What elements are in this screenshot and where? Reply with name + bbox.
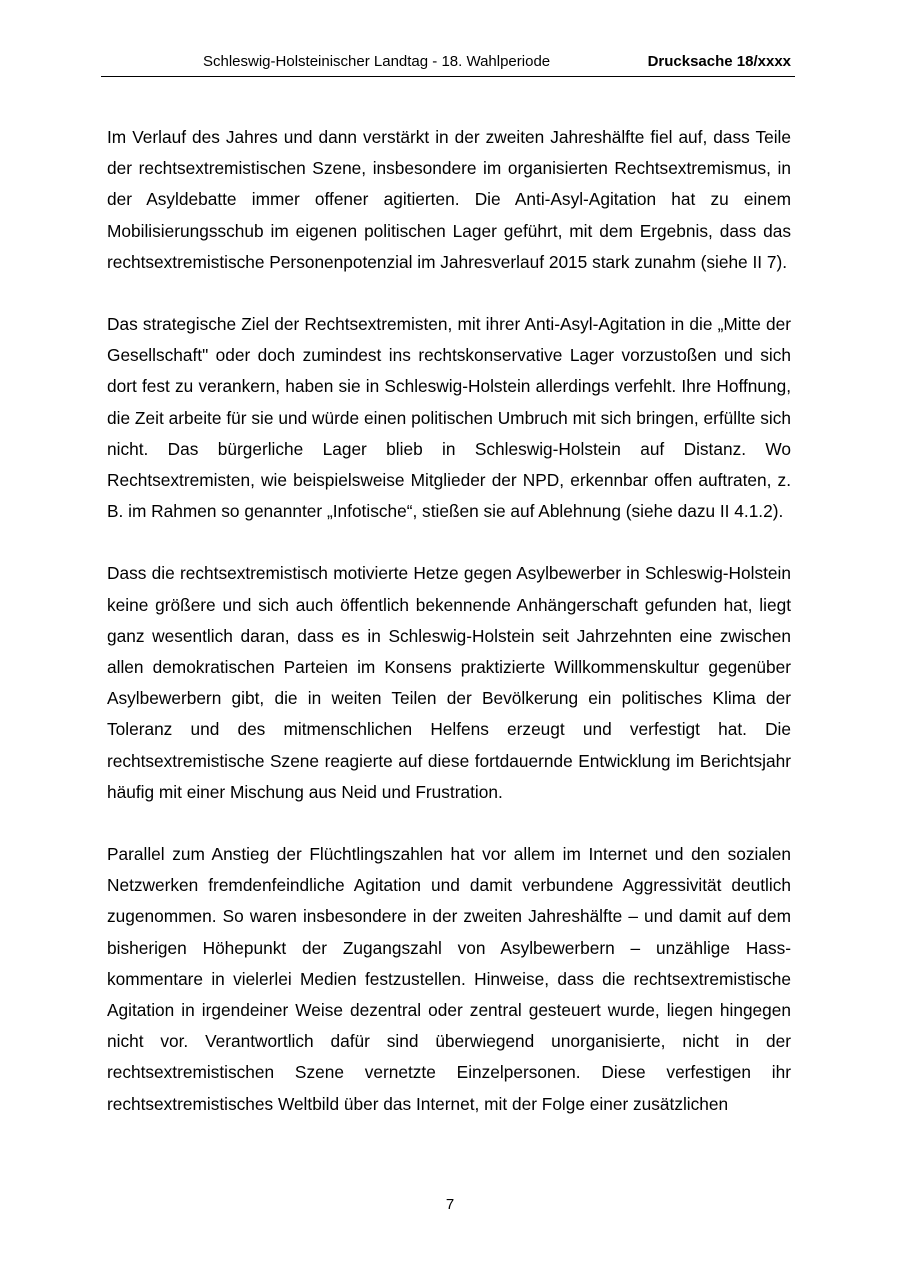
document-number: Drucksache 18/xxxx: [647, 53, 791, 70]
paragraph: Im Verlauf des Jahres und dann verstärkt in der zweiten Jahreshälfte fiel auf, dass Teile der rechtsextremistischen Szene, insbesondere im organisierten Rechtsextremismus, in der Asyldebatte immer offener agitierten. Die Anti-Asyl-Agitation hat zu einem Mobilisierungsschub im eigenen politischen Lager geführt, mit dem Ergebnis, dass das rechtsextremistische Personenpotenzial im Jahresverlauf 2015 stark zunahm (siehe II 7).: [107, 127, 791, 272]
header-title: Schleswig-Holsteinischer Landtag - 18. Wahlperiode: [203, 53, 551, 70]
page-number: 7: [445, 1196, 455, 1213]
paragraph: Das strategische Ziel der Rechtsextremisten, mit ihrer Anti-Asyl-Agitation in die „Mitte der Gesellschaft" oder doch zumindest ins rechtskonservative Lager vorzustoßen und sich dort fest zu verankern, haben sie in Schleswig-Holstein allerdings verfehlt. Ihre Hoffnung, die Zeit arbeite für sie und würde einen politischen Umbruch mit sich bringen, erfüllte sich nicht. Das bürgerliche Lager blieb in Schleswig-Holstein auf Distanz. Wo Rechtsextremisten, wie beispielsweise Mitglieder der NPD, erkennbar offen auftraten, z. B. im Rahmen so genannter „Infotische“, stießen sie auf Ablehnung (siehe dazu II 4.1.2).: [107, 314, 791, 522]
page-header: [101, 50, 795, 77]
body-text: [107, 122, 791, 1151]
paragraph: Dass die rechtsextremistisch motivierte Hetze gegen Asylbewerber in Schleswig-Holstein keine größere und sich auch öffentlich bekennende Anhängerschaft gefunden hat, liegt ganz wesentlich daran, dass es in Schleswig-Holstein seit Jahrzehnten eine zwischen allen demokratischen Parteien im Konsens praktizierte Willkommenskultur gegenüber Asylbewerbern gibt, die in weiten Teilen der Bevölkerung ein politisches Klima der Toleranz und des mitmenschlichen Helfens erzeugt und verfestigt hat. Die rechtsextremistische Szene reagierte auf diese fortdauernde Entwicklung im Berichtsjahr häufig mit einer Mischung aus Neid und Frustration.: [107, 563, 791, 802]
paragraph: Parallel zum Anstieg der Flüchtlingszahlen hat vor allem im Internet und den sozialen Netzwerken fremdenfeindliche Agitation und damit verbundene Aggressivität deutlich zugenommen. So waren insbesondere in der zweiten Jahreshälfte – und damit auf dem bisherigen Höhepunkt der Zugangszahl von Asylbewerbern – unzählige Hasskommentare in vielerlei Medien festzustellen. Hinweise, dass die rechtsextremistische Agitation in irgendeiner Weise dezentral oder zentral gesteuert wurde, liegen hingegen nicht vor. Verantwortlich dafür sind überwiegend unorganisierte, nicht in der rechtsextremistischen Szene vernetzte Einzelpersonen. Diese verfestigen ihr rechtsextremistisches Weltbild über das Internet, mit der Folge einer zusätzlichen: [107, 844, 791, 1114]
